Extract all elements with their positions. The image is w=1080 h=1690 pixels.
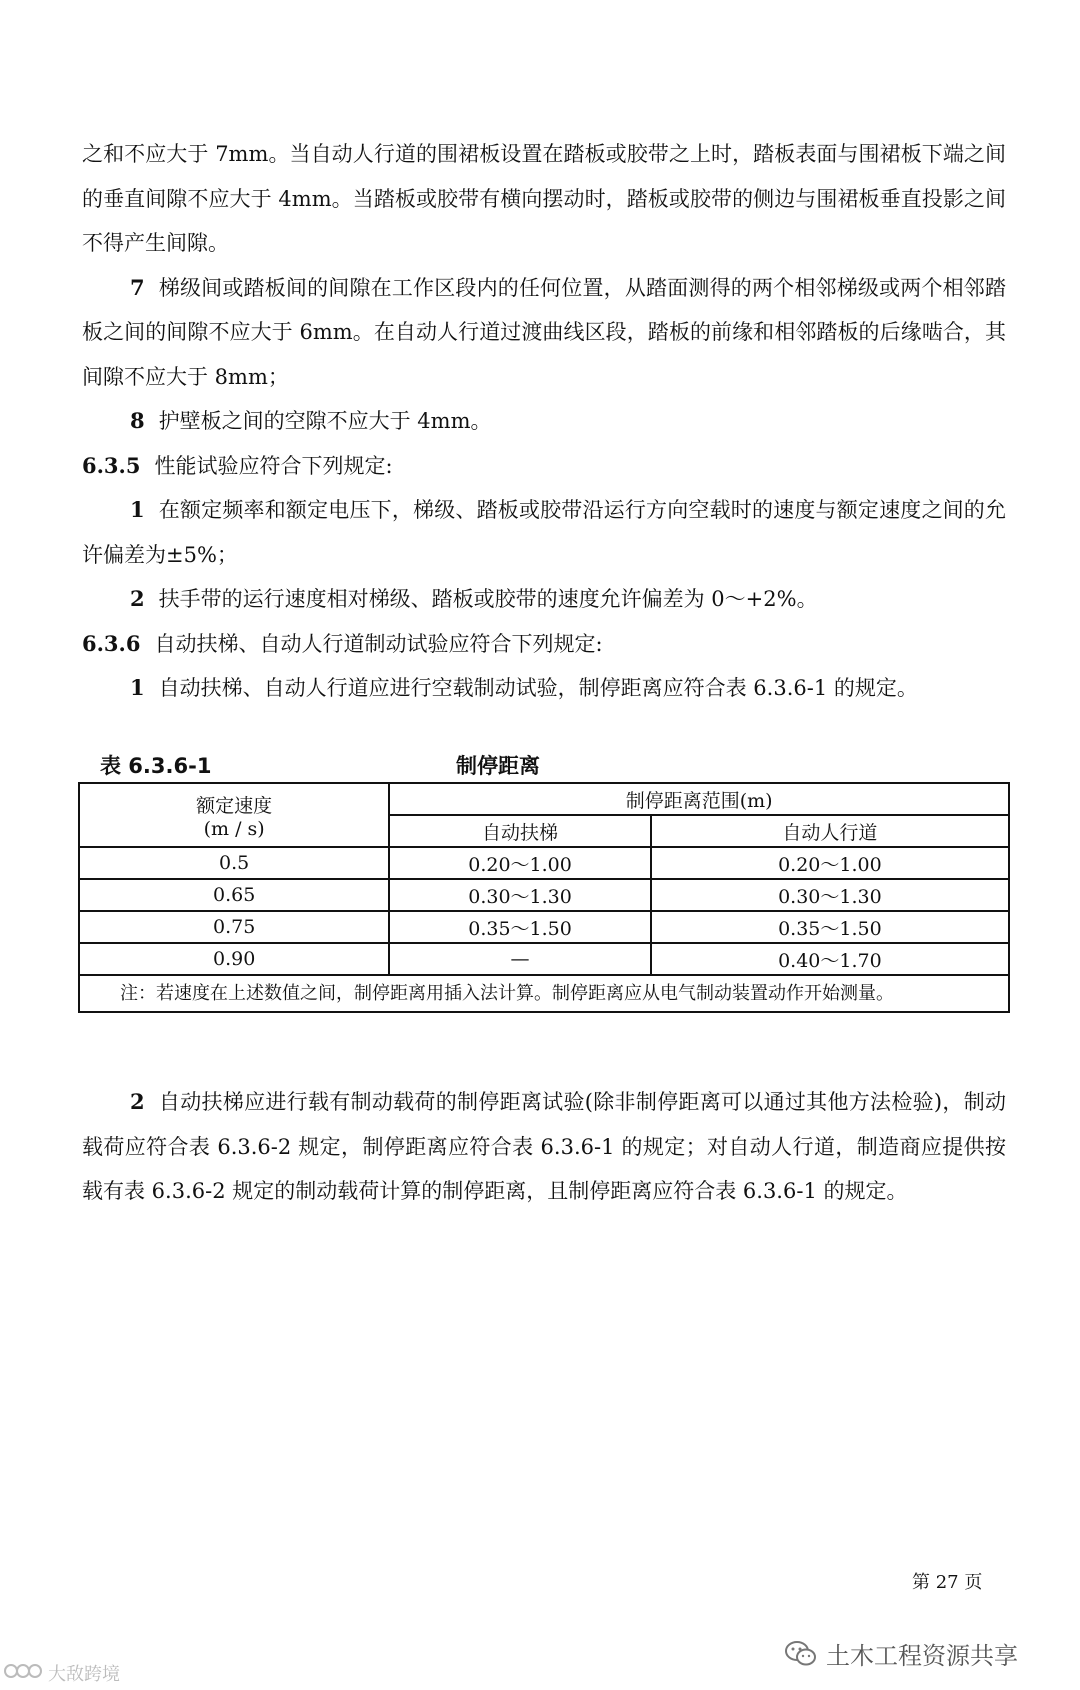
- clause-number: 8: [130, 408, 145, 433]
- table-row: [79, 943, 1009, 975]
- cell-speed: 0.5: [79, 847, 389, 879]
- clause-item-8: 8 护壁板之间的空隙不应大于 4mm。: [130, 408, 492, 433]
- logo-icon: [4, 1662, 44, 1685]
- paragraph-continuation: 之和不应大于 7mm。当自动人行道的围裙板设置在踏板或胶带之上时，踏板表面与围裙板下端之间的垂直间隙不应大于 4mm。当踏板或胶带有横向摆动时，踏板或胶带的侧边与围裙板垂直投影之间不得产生间隙。: [82, 142, 1006, 255]
- watermark-text: 土木工程资源共享: [826, 1642, 1018, 1670]
- cell-escalator: 0.20～1.00: [389, 847, 650, 879]
- section-6-3-6: 6.3.6 自动扶梯、自动人行道制动试验应符合下列规定:: [82, 630, 603, 656]
- watermark-left-text: 大敌跨境: [48, 1664, 120, 1685]
- cell-walkway: 0.20～1.00: [651, 847, 1009, 879]
- cell-escalator: —: [389, 943, 650, 975]
- section-6-3-5: 6.3.5 性能试验应符合下列规定:: [82, 452, 393, 478]
- stopping-distance-table: [78, 782, 1010, 1013]
- table-note: 注：若速度在上述数值之间，制停距离用插入法计算。制停距离应从电气制动装置动作开始测量。: [79, 975, 1009, 1012]
- clause-number: 2: [130, 586, 145, 611]
- table-note-row: [79, 975, 1009, 1012]
- page-number: 第 27 页: [912, 1572, 983, 1593]
- watermark-right: [784, 1636, 1018, 1671]
- clause-item-7: 7 梯级间或踏板间的间隙在工作区段内的任何位置，从踏面测得的两个相邻梯级或两个相邻踏板之间的间隙不应大于 6mm。在自动人行道过渡曲线区段，踏板的前缘和相邻踏板的后缘啮合，其间隙不应大于 8mm；: [82, 274, 1006, 389]
- header-escalator: 自动扶梯: [389, 815, 650, 847]
- table-number: 表 6.3.6-1: [100, 754, 212, 778]
- table-title: 制停距离: [456, 754, 540, 778]
- table-caption: [100, 750, 1000, 780]
- wechat-chat-icon: [784, 1639, 818, 1669]
- table-row: [79, 879, 1009, 911]
- section-number: 6.3.6: [82, 630, 141, 656]
- table-row: [79, 911, 1009, 943]
- clause-item-2b: 2 自动扶梯应进行载有制动载荷的制停距离试验(除非制停距离可以通过其他方法检验)，制动载荷应符合表 6.3.6-2 规定，制停距离应符合表 6.3.6-1 的规定；对自动人行道，制造商应提供按载有表 6.3.6-2 规定的制动载荷计算的制停距离，且制停距离应符合表 6.3.6-1 的规定。: [82, 1089, 1006, 1203]
- header-walkway: 自动人行道: [651, 815, 1009, 847]
- body-text-top: [82, 132, 1006, 711]
- body-text-bottom: [82, 1080, 1006, 1214]
- watermark-left: [4, 1660, 120, 1686]
- clause-item-1: 1 在额定频率和额定电压下，梯级、踏板或胶带沿运行方向空载时的速度与额定速度之间的允许偏差为±5%；: [82, 497, 1006, 567]
- cell-walkway: 0.40～1.70: [651, 943, 1009, 975]
- cell-speed: 0.75: [79, 911, 389, 943]
- cell-walkway: 0.30～1.30: [651, 879, 1009, 911]
- clause-number: 1: [130, 497, 145, 522]
- cell-escalator: 0.30～1.30: [389, 879, 650, 911]
- cell-speed: 0.90: [79, 943, 389, 975]
- cell-walkway: 0.35～1.50: [651, 911, 1009, 943]
- cell-escalator: 0.35～1.50: [389, 911, 650, 943]
- clause-number: 1: [130, 675, 145, 700]
- section-number: 6.3.5: [82, 452, 141, 478]
- clause-item-2: 2 扶手带的运行速度相对梯级、踏板或胶带的速度允许偏差为 0～+2%。: [130, 586, 818, 611]
- clause-number: 2: [130, 1089, 145, 1114]
- header-speed: 额定速度 (m / s): [79, 783, 389, 847]
- table-row: [79, 847, 1009, 879]
- header-range: 制停距离范围(m): [389, 783, 1009, 815]
- cell-speed: 0.65: [79, 879, 389, 911]
- clause-number: 7: [130, 274, 145, 300]
- clause-item-1b: 1 自动扶梯、自动人行道应进行空载制动试验，制停距离应符合表 6.3.6-1 的规定。: [130, 675, 918, 700]
